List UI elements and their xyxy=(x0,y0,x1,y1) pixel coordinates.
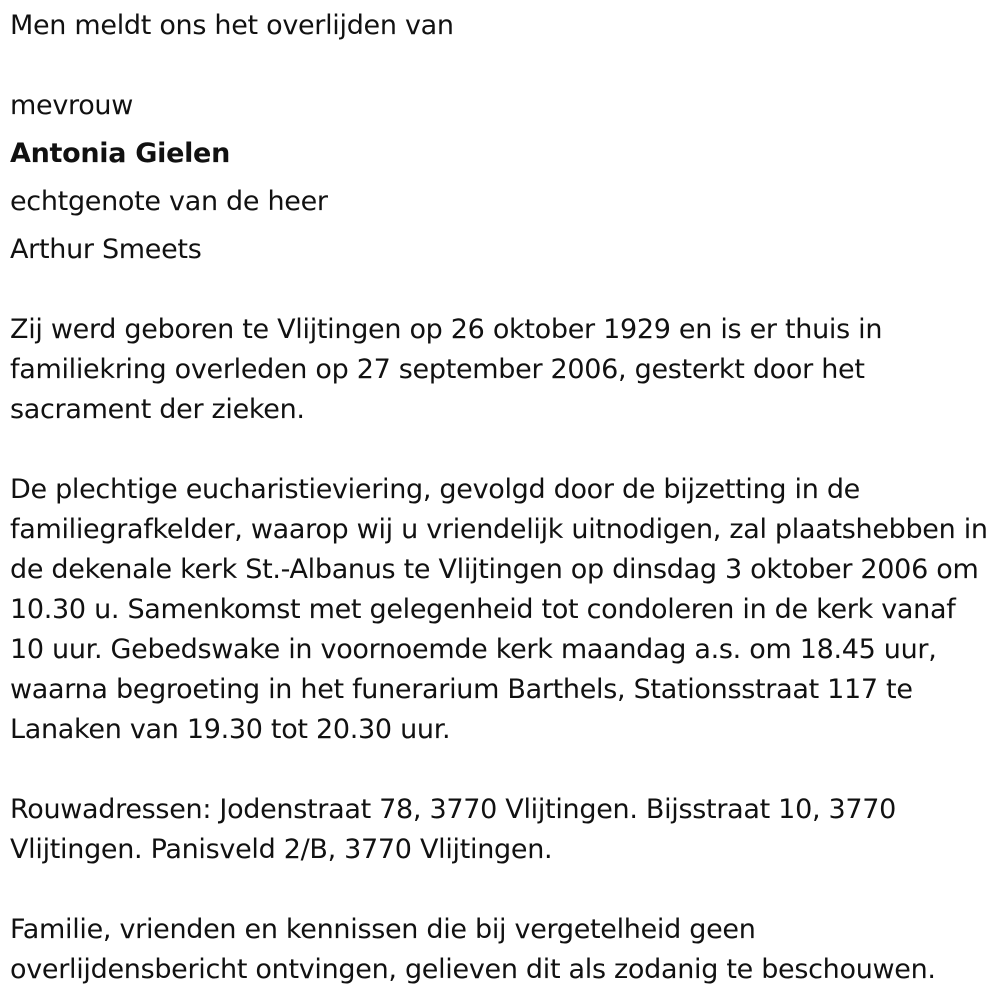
paragraph-line: waarna begroeting in het funerarium Barthels, Stationsstraat 117 te xyxy=(10,674,913,705)
service-paragraph xyxy=(10,470,995,750)
paragraph-line: familiekring overleden op 27 september 2006, gesterkt door het xyxy=(10,354,865,385)
paragraph-line: Zij werd geboren te Vlijtingen op 26 oktober 1929 en is er thuis in xyxy=(10,314,883,345)
intro-text: Men meldt ons het overlijden van xyxy=(10,10,454,41)
title-text: mevrouw xyxy=(10,90,134,121)
paragraph-line: 10 uur. Gebedswake in voornoemde kerk maandag a.s. om 18.45 uur, xyxy=(10,634,937,665)
paragraph-line: familiegrafkelder, waarop wij u vriendelijk uitnodigen, zal plaatshebben in xyxy=(10,514,988,545)
birth-death-paragraph xyxy=(10,310,995,430)
death-notice xyxy=(10,6,995,990)
closing-paragraph xyxy=(10,910,995,990)
spouse-name: Arthur Smeets xyxy=(10,234,202,265)
paragraph-line: sacrament der zieken. xyxy=(10,394,305,425)
paragraph-line: Vlijtingen. Panisveld 2/B, 3770 Vlijtingen. xyxy=(10,834,553,865)
addresses-paragraph xyxy=(10,790,995,870)
paragraph-line: de dekenale kerk St.-Albanus te Vlijtingen op dinsdag 3 oktober 2006 om xyxy=(10,554,979,585)
paragraph-line: Familie, vrienden en kennissen die bij vergetelheid geen xyxy=(10,914,756,945)
paragraph-line: Lanaken van 19.30 tot 20.30 uur. xyxy=(10,714,451,745)
deceased-name: Antonia Gielen xyxy=(10,138,230,169)
paragraph-line: De plechtige eucharistieviering, gevolgd door de bijzetting in de xyxy=(10,474,860,505)
paragraph-line: Rouwadressen: Jodenstraat 78, 3770 Vlijtingen. Bijsstraat 10, 3770 xyxy=(10,794,897,825)
paragraph-line: overlijdensbericht ontvingen, gelieven dit als zodanig te beschouwen. xyxy=(10,954,936,985)
paragraph-line: 10.30 u. Samenkomst met gelegenheid tot condoleren in de kerk vanaf xyxy=(10,594,956,625)
spouse-relation: echtgenote van de heer xyxy=(10,186,328,217)
